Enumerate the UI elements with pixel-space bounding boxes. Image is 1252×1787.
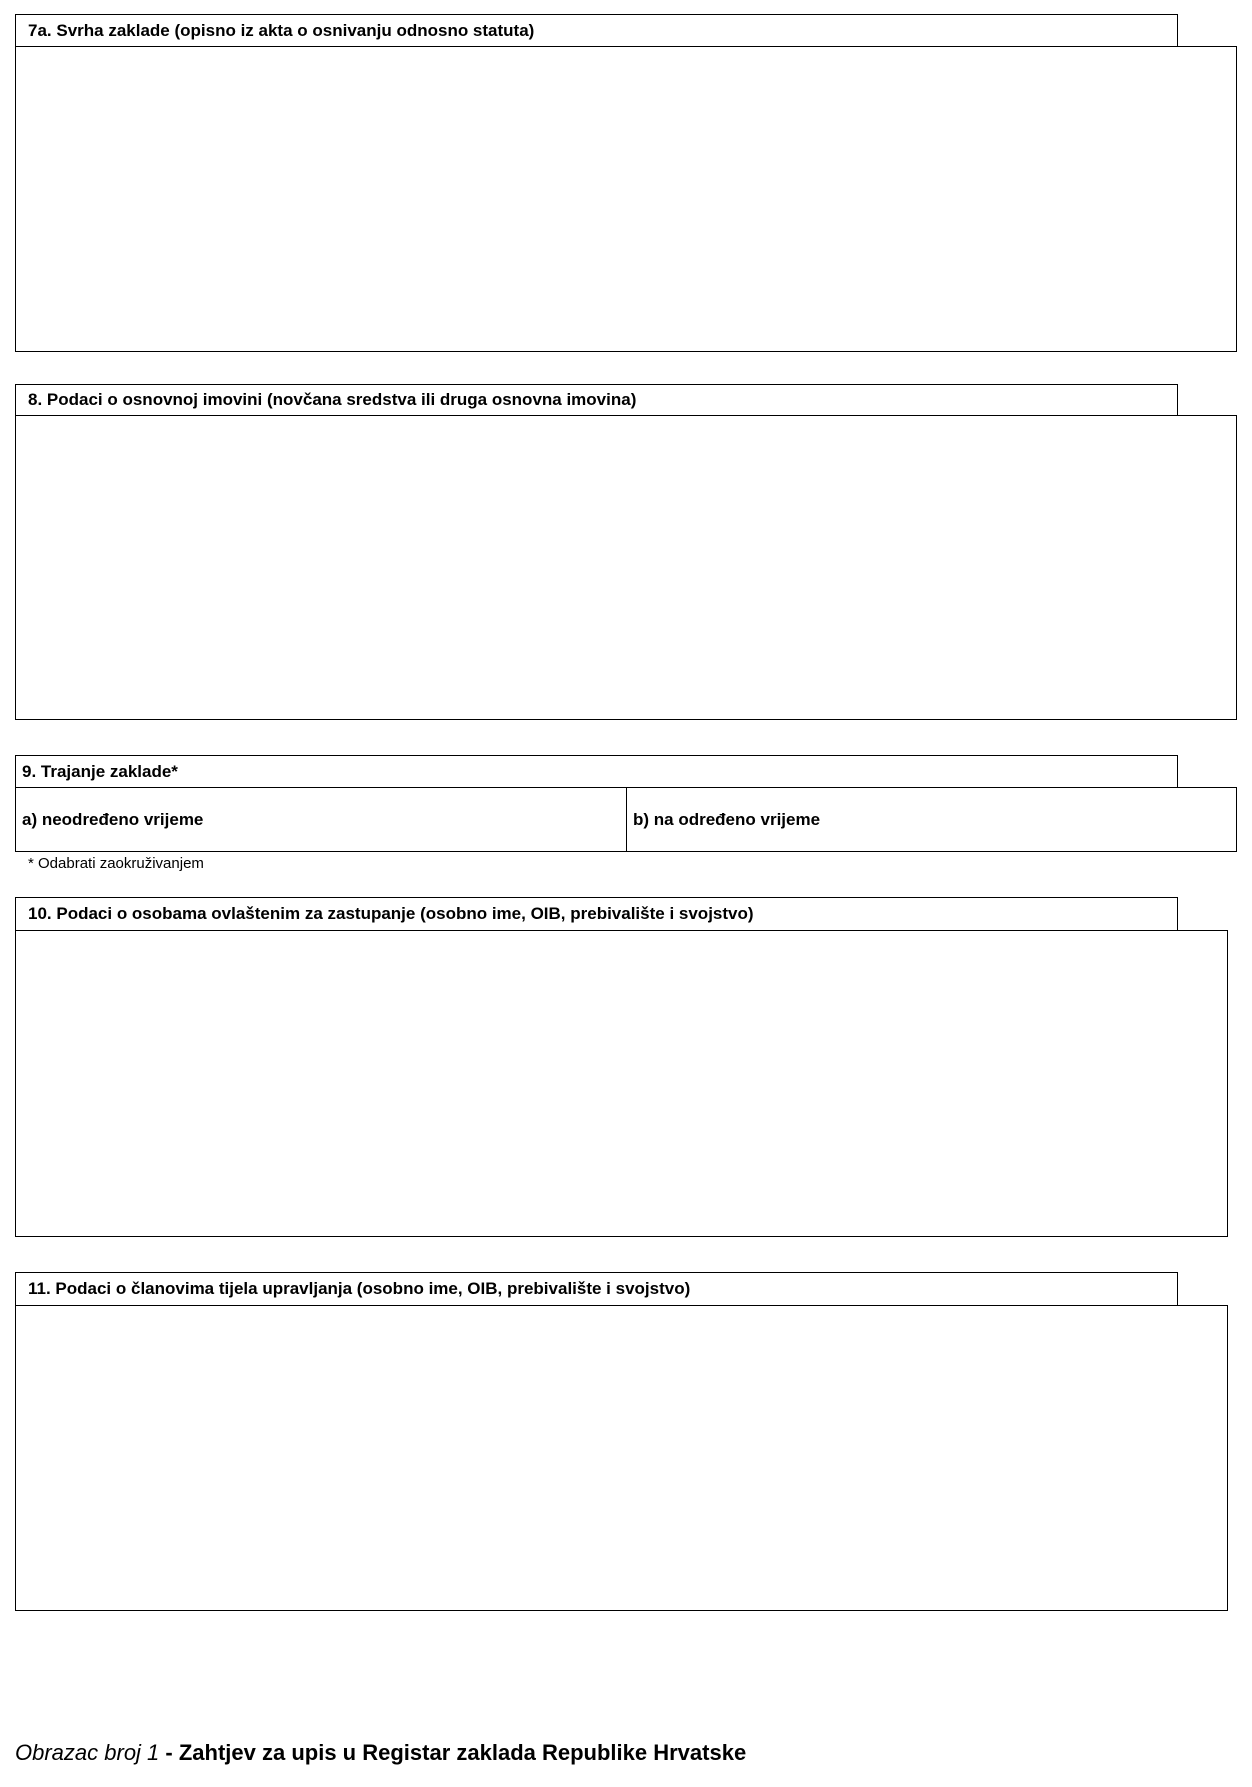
section-10-header	[15, 897, 1178, 930]
option-a-label: a) neodređeno vrijeme	[22, 809, 204, 829]
form-title: Zahtjev za upis u Registar zaklada Republike Hrvatske	[178, 1740, 747, 1765]
section-9-header	[15, 755, 1178, 787]
option-b-label: b) na određeno vrijeme	[633, 809, 821, 829]
section-7a-field[interactable]	[15, 46, 1237, 352]
section-11-field[interactable]	[15, 1305, 1228, 1611]
form-footer	[15, 1740, 746, 1766]
option-fixed-duration[interactable]	[626, 787, 1237, 852]
section-9-title: 9. Trajanje zaklade*	[22, 761, 178, 781]
section-11-title: 11. Podaci o članovima tijela upravljanja (osobno ime, OIB, prebivalište i svojstvo)	[28, 1279, 691, 1298]
section-8-title: 8. Podaci o osnovnoj imovini (novčana sredstva ili druga osnovna imovina)	[28, 390, 637, 409]
section-8-field[interactable]	[15, 415, 1237, 720]
footer-separator: -	[159, 1740, 179, 1765]
section-7a-title: 7a. Svrha zaklade (opisno iz akta o osnivanju odnosno statuta)	[28, 20, 535, 40]
selection-note: * Odabrati zaokruživanjem	[28, 855, 204, 872]
section-7a-header	[15, 14, 1178, 46]
section-11-header	[15, 1272, 1178, 1305]
form-number: Obrazac broj 1	[15, 1740, 160, 1765]
section-10-title: 10. Podaci o osobama ovlaštenim za zastupanje (osobno ime, OIB, prebivalište i svojstvo)	[28, 904, 754, 923]
section-8-header	[15, 384, 1178, 415]
section-10-field[interactable]	[15, 930, 1228, 1237]
option-indefinite-duration[interactable]	[15, 787, 627, 852]
